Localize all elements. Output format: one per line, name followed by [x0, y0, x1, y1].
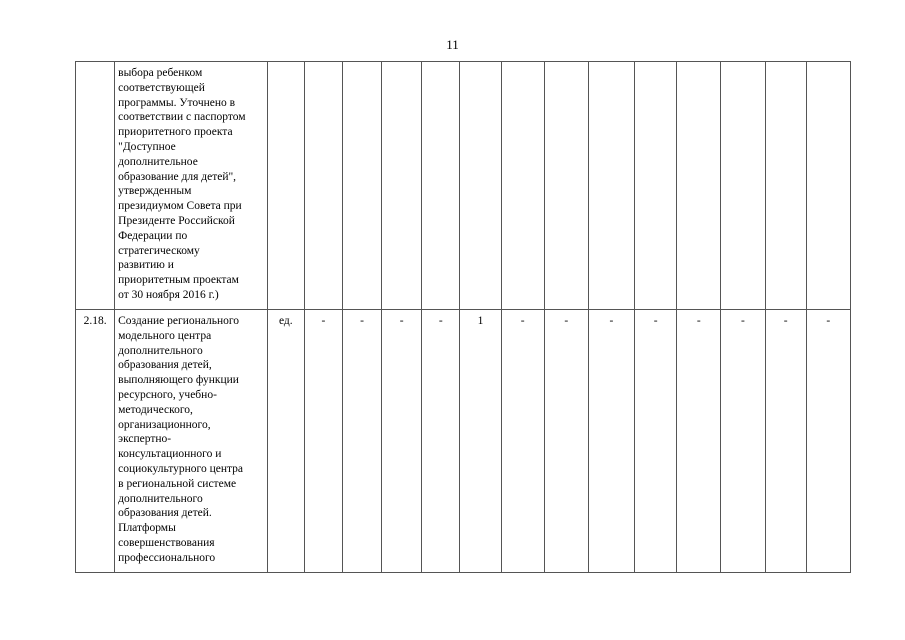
value-cell — [765, 62, 806, 310]
value-cell — [501, 62, 544, 310]
value-cell — [343, 62, 382, 310]
row-number — [76, 62, 115, 310]
value-cell: - — [588, 310, 634, 573]
value-cell — [382, 62, 422, 310]
value-cell: - — [721, 310, 765, 573]
value-cell: 1 — [460, 310, 501, 573]
row-description: Создание регионального модельного центра дополнительного образования детей, выполняющего функции ресурсного, учебно- методического, организационного, экспертно- консультационного и социокультурного центра в региональной системе дополнительного образования детей. Платформы совершенствования профессионального — [115, 310, 268, 573]
value-cell — [422, 62, 460, 310]
value-cell — [588, 62, 634, 310]
value-cell: - — [382, 310, 422, 573]
value-cell: - — [544, 310, 588, 573]
indicators-table — [75, 61, 851, 573]
value-cell: - — [635, 310, 677, 573]
value-cell — [677, 62, 721, 310]
row-unit: ед. — [267, 310, 304, 573]
row-unit — [267, 62, 304, 310]
value-cell: - — [304, 310, 342, 573]
row-description: выбора ребенком соответствующей программы. Уточнено в соответствии с паспортом приоритетного проекта "Доступное дополнительное образование для детей", утвержденным президиумом Совета при Президенте Российской Федерации по стратегическому развитию и приоритетным проектам от 30 ноября 2016 г.) — [115, 62, 268, 310]
value-cell — [806, 62, 850, 310]
value-cell: - — [501, 310, 544, 573]
value-cell — [544, 62, 588, 310]
value-cell — [304, 62, 342, 310]
value-cell: - — [806, 310, 850, 573]
row-number: 2.18. — [76, 310, 115, 573]
value-cell — [721, 62, 765, 310]
value-cell: - — [422, 310, 460, 573]
value-cell: - — [765, 310, 806, 573]
page-number: 11 — [446, 37, 459, 52]
value-cell: - — [677, 310, 721, 573]
value-cell — [460, 62, 501, 310]
value-cell — [635, 62, 677, 310]
table-row — [76, 62, 851, 310]
table-row — [76, 310, 851, 573]
value-cell: - — [343, 310, 382, 573]
